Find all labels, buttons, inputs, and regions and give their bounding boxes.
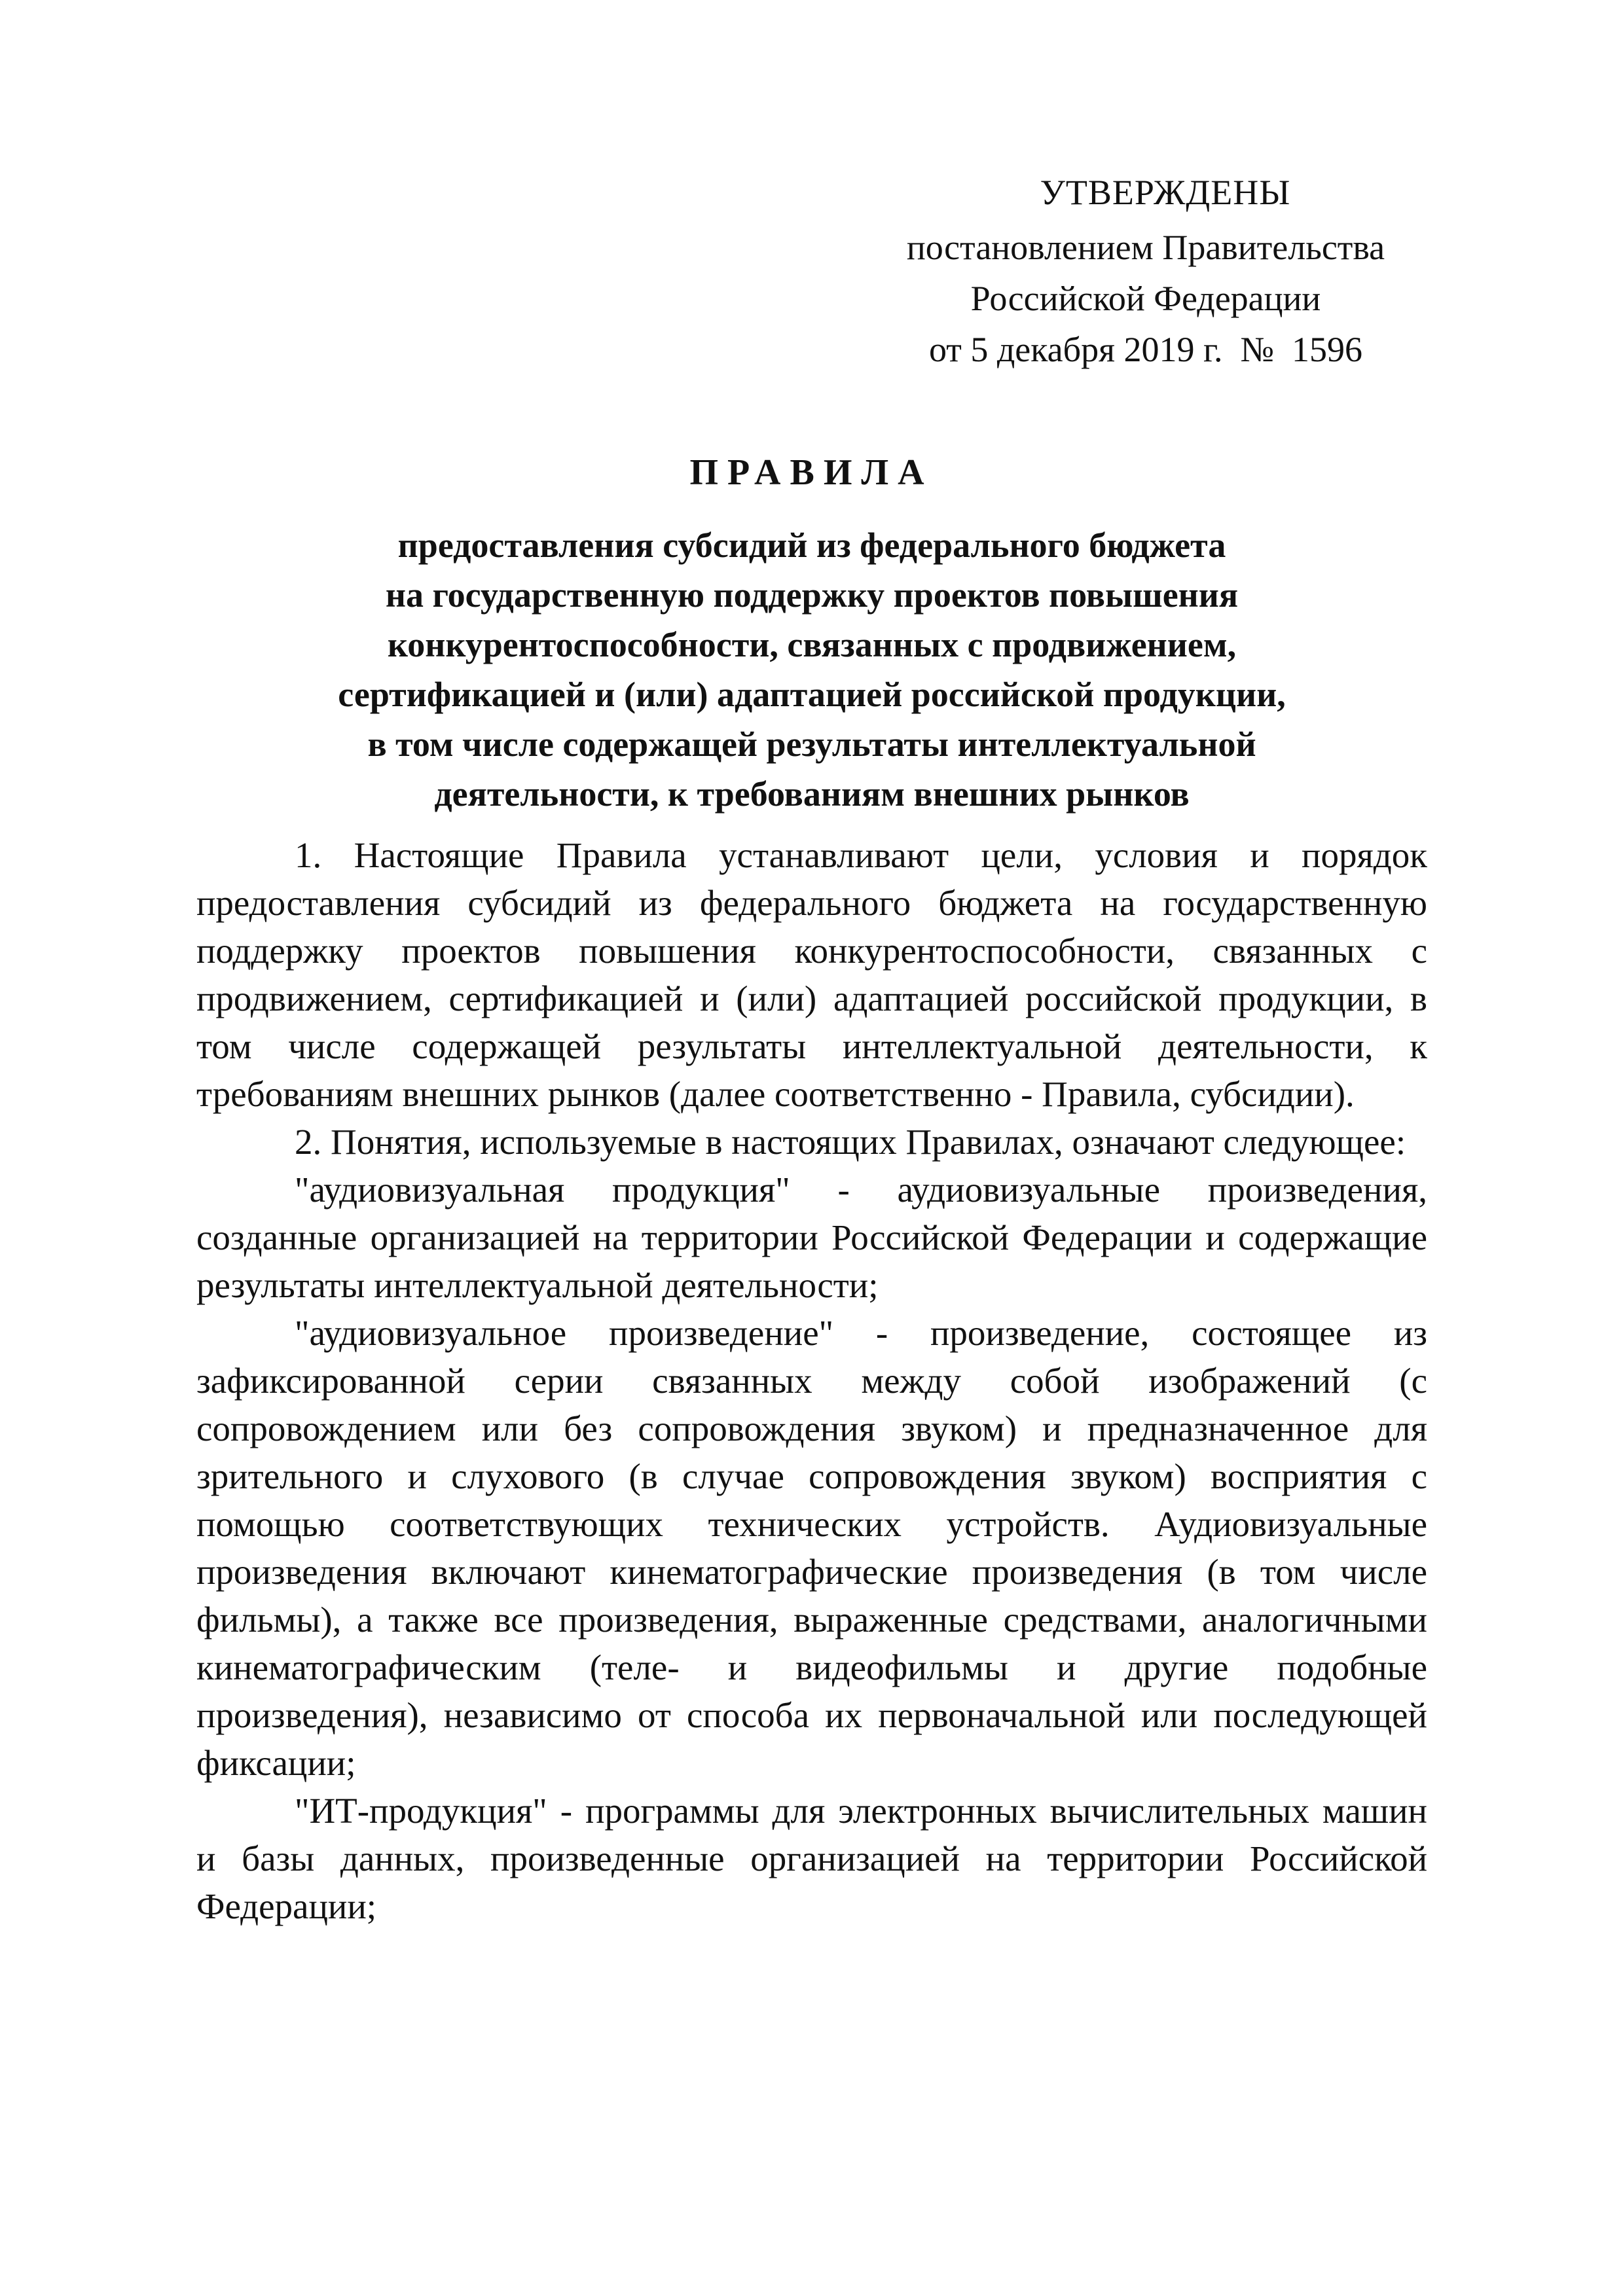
definition-audiovisual-work: "аудиовизуальное произведение" - произведение, состоящее из зафиксированной серии связанных между собой изображений (с сопровождением или без сопровождения звуком) и предназначенное для зрительного и слухового (в случае сопровождения звуком) восприятия с помощью соответствующих технических устройств. Аудиовизуальные произведения включают кинематографические произведения (в том числе фильмы), а также все произведения, выраженные средствами, аналогичными кинематографическим (теле- и видеофильмы и другие подобные произведения), независимо от способа их первоначальной или последующей фиксации; <box>196 1313 1427 1783</box>
subtitle-line: деятельности, к требованиям внешних рынков <box>434 774 1190 814</box>
paragraph-2-definitions-intro: 2. Понятия, используемые в настоящих Правилах, означают следующее: <box>295 1122 1406 1162</box>
subtitle-line: в том числе содержащей результаты интеллектуальной <box>367 725 1256 764</box>
subtitle-line: предоставления субсидий из федерального бюджета <box>397 526 1226 565</box>
approval-block <box>851 167 1440 375</box>
subtitle-line: сертификацией и (или) адаптацией российской продукции, <box>338 675 1286 714</box>
definition-audiovisual-products: "аудиовизуальная продукция" - аудиовизуальные произведения, созданные организацией на территории Российской Федерации и содержащие результаты интеллектуальной деятельности; <box>196 1170 1427 1305</box>
paragraph-1-rules-purpose: 1. Настоящие Правила устанавливают цели, условия и порядок предоставления субсидий из федерального бюджета на государственную поддержку проектов повышения конкурентоспособности, связанных с продвижением, сертификацией и (или) адаптацией российской продукции, в том числе содержащей результаты интеллектуальной деятельности, к требованиям внешних рынков (далее соответственно - Правила, субсидии). <box>196 835 1427 1114</box>
subtitle-line: конкурентоспособности, связанных с продвижением, <box>387 625 1237 664</box>
subtitle-line: на государственную поддержку проектов повышения <box>385 575 1239 615</box>
definition-it-products: "ИТ-продукция" - программы для электронных вычислительных машин и базы данных, произведенные организацией на территории Российской Федерации; <box>196 1791 1427 1926</box>
document-body <box>196 831 1427 1930</box>
approval-line-1: постановлением Правительства <box>906 228 1385 267</box>
approval-line-2: Российской Федерации <box>970 279 1321 318</box>
document-subtitle <box>196 520 1427 819</box>
approval-heading: УТВЕРЖДЕНЫ <box>1040 173 1291 212</box>
approval-date-number: от 5 декабря 2019 г. № 1596 <box>928 330 1363 369</box>
document-title: ПРАВИЛА <box>689 452 934 493</box>
